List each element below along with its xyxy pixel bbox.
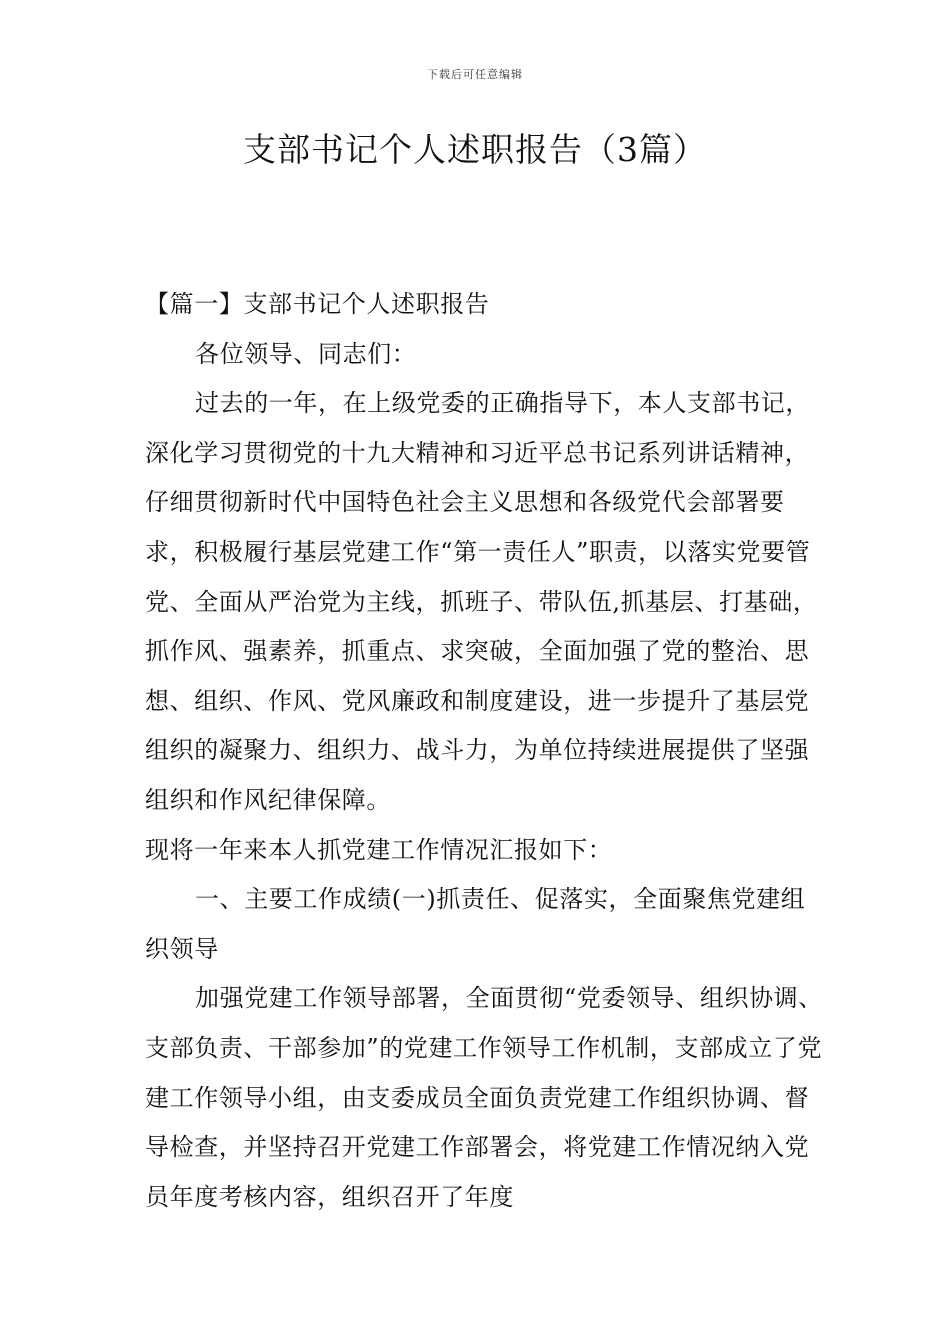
header-note: 下载后可任意编辑	[427, 68, 523, 81]
section-heading: 【篇一】支部书记个人述职报告	[145, 290, 490, 318]
paragraph-report-intro: 现将一年来本人抓党建工作情况汇报如下：	[145, 835, 613, 864]
document-body	[145, 280, 825, 1222]
paragraph-summary: 过去的一年，在上级党委的正确指导下，本人支部书记，深化学习贯彻党的十九大精神和习近平总书记系列讲话精神，仔细贯彻新时代中国特色社会主义思想和各级党代会部署要求，积极履行基层党建工作“第一责任人”职责，以落实党要管党、全面从严治党为主线，抓班子、带队伍,抓基层、打基础，抓作风、强素养，抓重点、求突破，全面加强了党的整治、思想、组织、作风、党风廉政和制度建设，进一步提升了基层党组织的凝聚力、组织力、战斗力，为单位持续进展提供了坚强组织和作风纪律保障。	[145, 389, 818, 814]
paragraph-leadership: 加强党建工作领导部署，全面贯彻“党委领导、组织协调、支部负责、干部参加”的党建工作领导工作机制，支部成立了党建工作领导小组，由支委成员全面负责党建工作组织协调、督导检查，并坚持召开党建工作部署会，将党建工作情况纳入党员年度考核内容，组织召开了年度	[145, 984, 823, 1211]
document-title: 支部书记个人述职报告（3篇）	[243, 130, 707, 169]
paragraph-salutation: 各位领导、同志们：	[195, 339, 417, 368]
paragraph-main-achievements: 一、主要工作成绩(一)抓责任、促落实，全面聚焦党建组织领导	[145, 885, 806, 963]
